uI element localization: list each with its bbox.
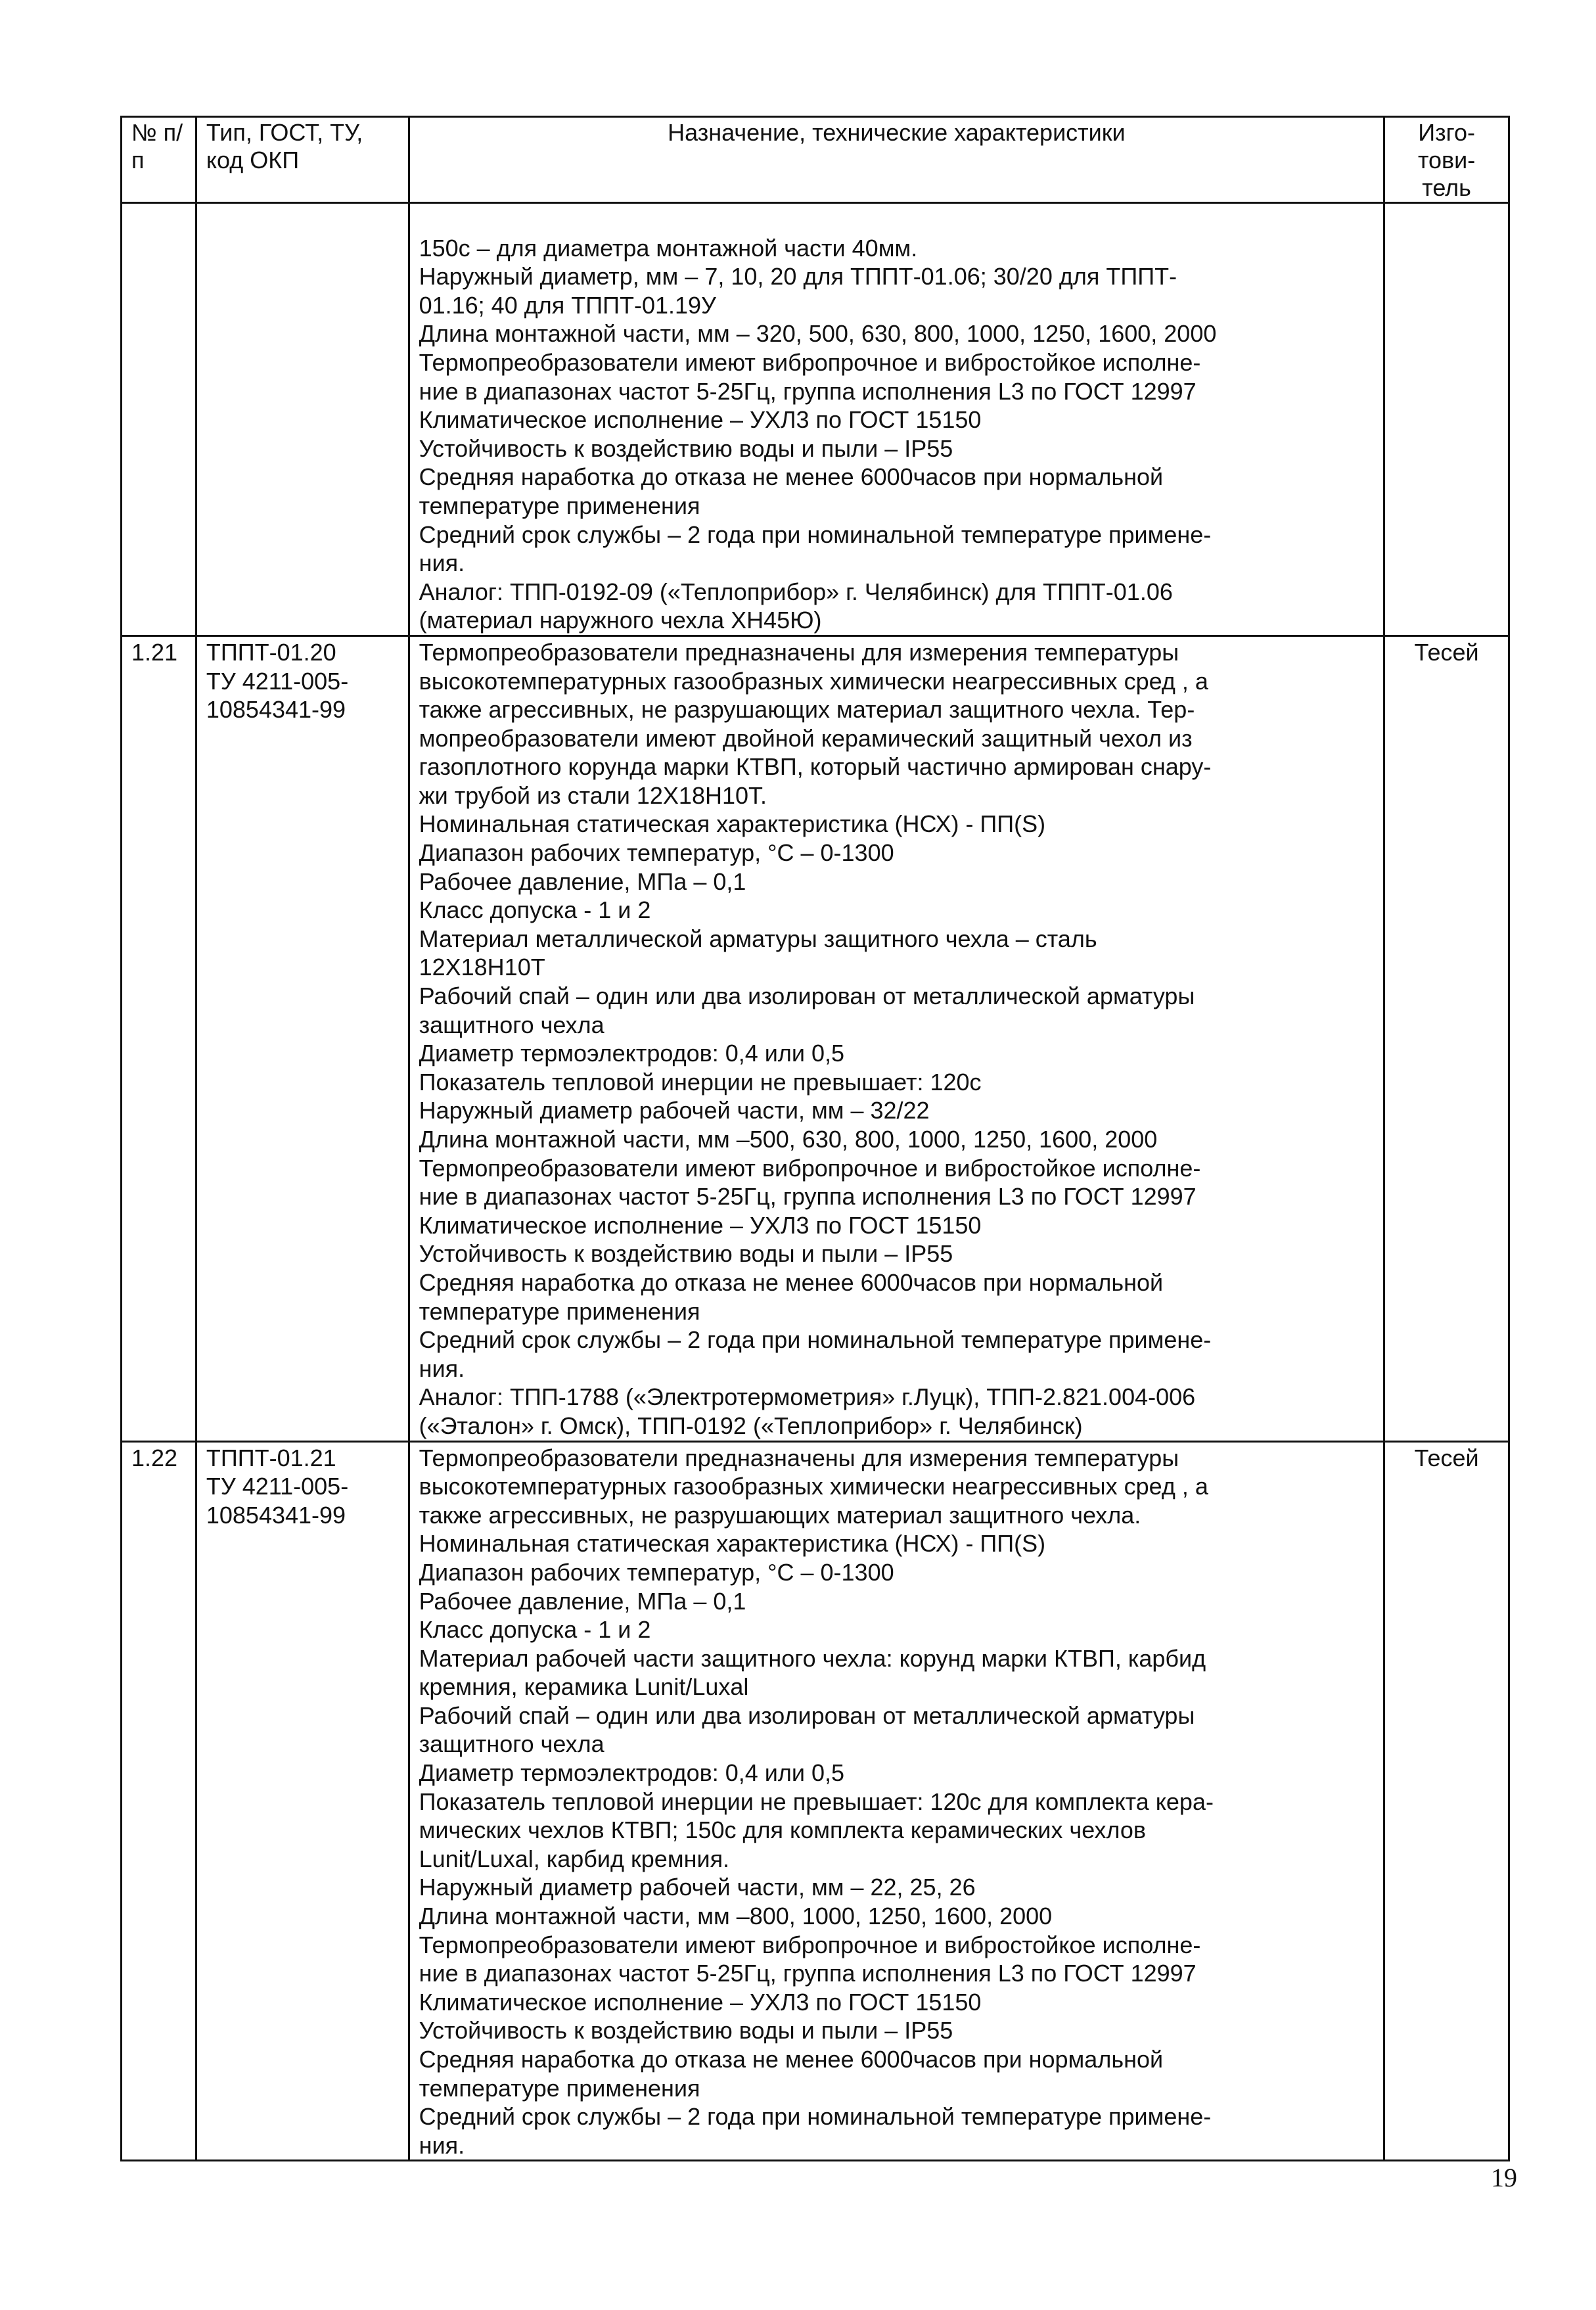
description-line: Наружный диаметр рабочей части, мм – 32/22 (419, 1097, 930, 1124)
description-line: защитного чехла (419, 1011, 604, 1038)
row-description (409, 635, 1384, 1441)
description-line: также агрессивных, не разрушающих материал защитного чехла. (419, 1501, 1141, 1529)
description-line: Средняя наработка до отказа не менее 6000часов при нормальной (419, 463, 1164, 491)
description-line: 01.16; 40 для ТППТ-01.19У (419, 291, 716, 319)
description-line: Lunit/Luxal, карбид кремния. (419, 1845, 730, 1872)
description-line: Диаметр термоэлектродов: 0,4 или 0,5 (419, 1759, 845, 1787)
table-header-row (122, 117, 1509, 203)
description-line: Термопреобразователи имеют вибропрочное и виброcтойкое исполне- (419, 1931, 1201, 1958)
description-line: мических чехлов КТВП; 150с для комплекта керамических чехлов (419, 1816, 1147, 1844)
description-line: Средняя наработка до отказа не менее 6000часов при нормальной (419, 1268, 1164, 1296)
description-line: Климатическое исполнение – УХЛ3 по ГОСТ 15150 (419, 1211, 982, 1239)
description-line: температуре применения (419, 2074, 700, 2102)
description-line: Климатическое исполнение – УХЛ3 по ГОСТ 15150 (419, 406, 982, 434)
description-line: Термопреобразователи имеют вибропрочное и виброcтойкое исполне- (419, 348, 1201, 376)
header-num: № п/п (122, 117, 196, 203)
row-type (196, 635, 409, 1441)
description-line: Рабочее давление, МПа – 0,1 (419, 1587, 746, 1615)
description-line: Диаметр термоэлектродов: 0,4 или 0,5 (419, 1040, 845, 1067)
description-line: Средний срок службы – 2 года при номинальной температуре примене- (419, 2103, 1212, 2131)
table-row (122, 203, 1509, 636)
description-line: Длина монтажной части, мм –800, 1000, 1250, 1600, 2000 (419, 1903, 1053, 1930)
description-line: газоплотного корунда марки КТВП, который частично армирован снару- (419, 753, 1212, 781)
row-manufacturer: Тесей (1384, 1441, 1509, 2161)
table-row (122, 1441, 1509, 2161)
description-line: Устойчивость к воздействию воды и пыли – IP55 (419, 1240, 953, 1268)
description-line: температуре применения (419, 1297, 700, 1325)
header-manufacturer: Изго-тови-тель (1384, 117, 1509, 203)
description-line: Рабочее давление, МПа – 0,1 (419, 867, 746, 895)
description-line: Показатель тепловой инерции не превышает: 120с для комплекта кера- (419, 1788, 1214, 1815)
description-line: Длина монтажной части, мм – 320, 500, 630, 800, 1000, 1250, 1600, 2000 (419, 320, 1217, 348)
description-line: Термопреобразователи предназначены для измерения температуры (419, 1444, 1179, 1471)
description-line: Класс допуска - 1 и 2 (419, 1616, 651, 1644)
description-line: ние в диапазонах частот 5-25Гц, группа исполнения L3 по ГОСТ 12997 (419, 377, 1197, 405)
description-line: высокотемпературных газообразных химически неагрессивных сред , а (419, 667, 1208, 695)
description-line: («Эталон» г. Омск), ТПП-0192 («Теплоприбор» г. Челябинск) (419, 1412, 1083, 1439)
description-line: 150с – для диаметра монтажной части 40мм. (419, 234, 918, 262)
row-number (122, 203, 196, 636)
description-line: Диапазон рабочих температур, °С – 0-1300 (419, 839, 894, 867)
description-line: Устойчивость к воздействию воды и пыли – IP55 (419, 2017, 953, 2044)
description-line: Класс допуска - 1 и 2 (419, 896, 651, 924)
page-number: 19 (1491, 2163, 1517, 2192)
row-type (196, 1441, 409, 2161)
description-line: Устойчивость к воздействию воды и пыли – IP55 (419, 434, 953, 462)
description-line: Средний срок службы – 2 года при номинальной температуре примене- (419, 520, 1212, 548)
description-line: Наружный диаметр, мм – 7, 10, 20 для ТППТ-01.06; 30/20 для ТППТ- (419, 263, 1177, 290)
type-line: 10854341-99 (206, 696, 346, 724)
description-line: Длина монтажной части, мм –500, 630, 800, 1000, 1250, 1600, 2000 (419, 1126, 1158, 1153)
type-line: ТУ 4211-005- (206, 1473, 349, 1500)
table-row (122, 635, 1509, 1441)
description-line: Рабочий спай – один или два изолирован от металлической арматуры (419, 982, 1195, 1010)
type-line: ТУ 4211-005- (206, 667, 349, 695)
row-manufacturer: Тесей (1384, 635, 1509, 1441)
description-line: Средняя наработка до отказа не менее 6000часов при нормальной (419, 2046, 1164, 2073)
description-line: кремния, керамика Lunit/Luxal (419, 1673, 749, 1701)
row-number: 1.22 (122, 1441, 196, 2161)
description-line: температуре применения (419, 492, 700, 519)
description-line: ния. (419, 1354, 465, 1382)
description-line: высокотемпературных газообразных химически неагрессивных сред , а (419, 1473, 1208, 1500)
spec-table (120, 116, 1510, 2161)
description-line: защитного чехла (419, 1730, 604, 1758)
description-line: Номинальная статическая характеристика (НСХ) - ПП(S) (419, 810, 1046, 838)
description-line: Материал рабочей части защитного чехла: корунд марки КТВП, карбид (419, 1644, 1206, 1672)
description-line: ние в диапазонах частот 5-25Гц, группа исполнения L3 по ГОСТ 12997 (419, 1183, 1197, 1211)
description-line: Климатическое исполнение – УХЛ3 по ГОСТ 15150 (419, 1988, 982, 2016)
description-line: также агрессивных, не разрушающих материал защитного чехла. Тер- (419, 696, 1195, 724)
description-line: Термопреобразователи имеют вибропрочное и виброcтойкое исполне- (419, 1154, 1201, 1182)
description-line: Диапазон рабочих температур, °С – 0-1300 (419, 1558, 894, 1586)
description-line: ния. (419, 2131, 465, 2159)
description-line: Номинальная статическая характеристика (НСХ) - ПП(S) (419, 1530, 1046, 1558)
description-line: Материал металлической арматуры защитного чехла – сталь (419, 925, 1097, 952)
header-description: Назначение, технические характеристики (409, 117, 1384, 203)
description-line: ние в диапазонах частот 5-25Гц, группа исполнения L3 по ГОСТ 12997 (419, 1960, 1197, 1987)
type-line: 10854341-99 (206, 1501, 346, 1529)
header-type: Тип, ГОСТ, ТУ, код ОКП (196, 117, 409, 203)
description-line: Средний срок службы – 2 года при номинальной температуре примене- (419, 1326, 1212, 1354)
description-line: Наружный диаметр рабочей части, мм – 22, 25, 26 (419, 1874, 976, 1901)
description-line (419, 205, 1375, 234)
row-description (409, 203, 1384, 636)
description-line: ния. (419, 549, 465, 577)
row-type (196, 203, 409, 636)
description-line: мопреобразователи имеют двойной керамический защитный чехол из (419, 724, 1193, 752)
description-line: жи трубой из стали 12Х18Н10Т. (419, 781, 767, 809)
table-body (122, 203, 1509, 2161)
type-line: ТППТ-01.21 (206, 1444, 336, 1471)
row-manufacturer (1384, 203, 1509, 636)
description-line: Аналог: ТПП-1788 («Электротермометрия» г.Луцк), ТПП-2.821.004-006 (419, 1383, 1196, 1411)
description-line: Рабочий спай – один или два изолирован от металлической арматуры (419, 1701, 1195, 1729)
description-line: Показатель тепловой инерции не превышает: 120с (419, 1068, 982, 1096)
type-line: ТППТ-01.20 (206, 638, 336, 666)
row-description (409, 1441, 1384, 2161)
description-line: (материал наружного чехла ХН45Ю) (419, 607, 822, 634)
description-line: 12Х18Н10Т (419, 954, 545, 981)
description-line: Термопреобразователи предназначены для измерения температуры (419, 638, 1179, 666)
row-number: 1.21 (122, 635, 196, 1441)
description-line: Аналог: ТПП-0192-09 («Теплоприбор» г. Челябинск) для ТППТ-01.06 (419, 578, 1173, 605)
